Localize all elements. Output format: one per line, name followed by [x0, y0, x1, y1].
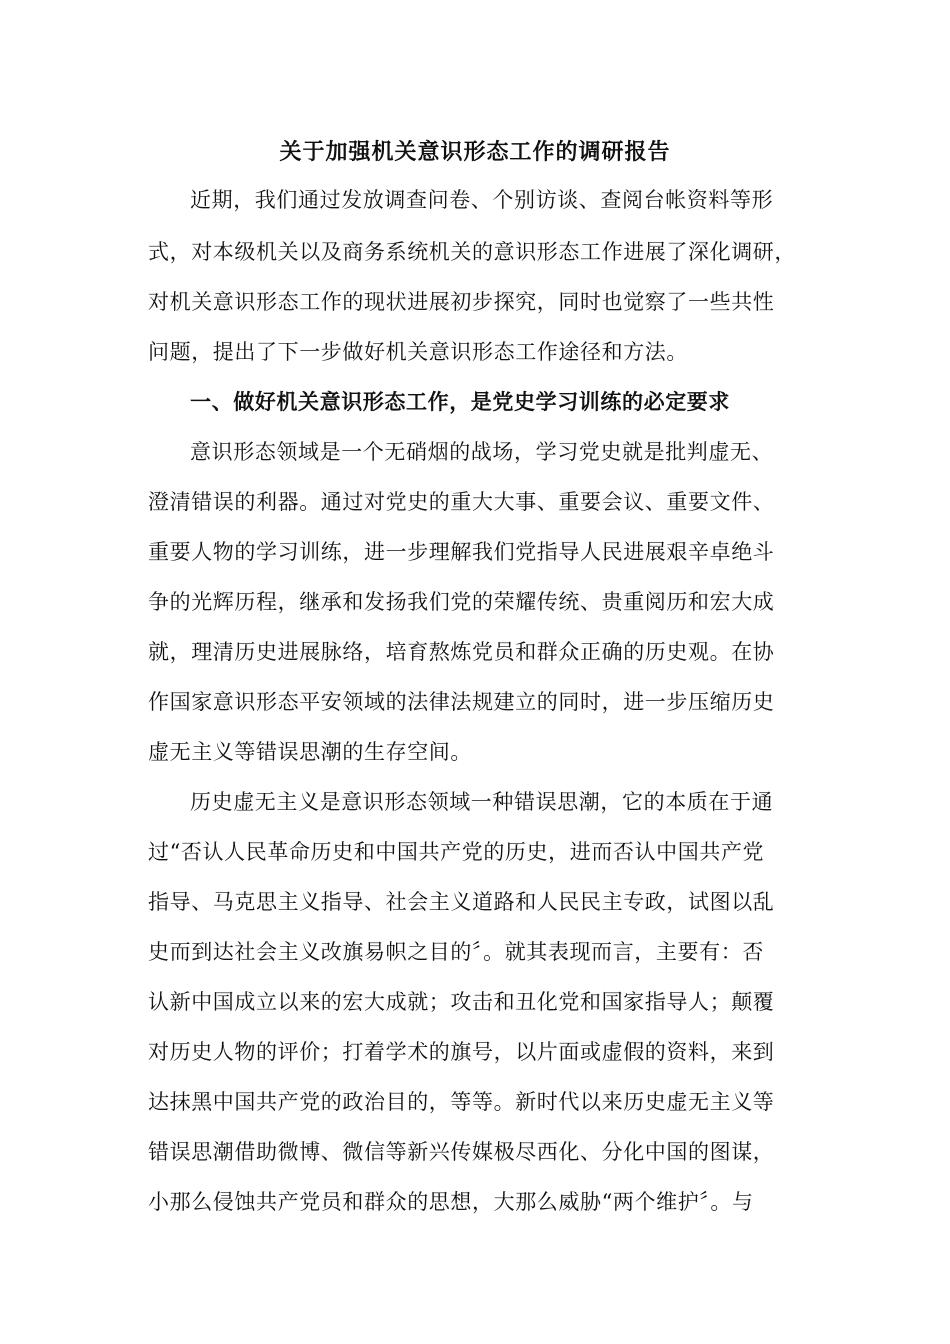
para3-line-7: 达抹黑中国共产党的政治目的，等等。新时代以来历史虚无主义等: [148, 1090, 775, 1114]
para3-line-6: 对历史人物的评价；打着学术的旗号，以片面或虚假的资料，来到: [148, 1040, 775, 1064]
para2-line-4: 争的光辉历程，继承和发扬我们党的荣耀传统、贵重阅历和宏大成: [148, 590, 775, 614]
para3-line-9: 小那么侵蚀共产党员和群众的思想，大那么威胁“两个维护〞。与: [148, 1190, 754, 1214]
document-title: 关于加强机关意识形态工作的调研报告: [279, 139, 671, 165]
section-1-heading: 一、做好机关意识形态工作，是党史学习训练的必定要求: [190, 389, 730, 414]
para2-line-2: 澄清错误的利器。通过对党史的重大大事、重要会议、重要文件、: [148, 490, 775, 514]
para2-line-3: 重要人物的学习训练，进一步理解我们党指导人民进展艰辛卓绝斗: [148, 540, 775, 564]
intro-line-3: 对机关意识形态工作的现状进展初步探究，同时也觉察了一些共性: [148, 290, 775, 314]
para3-line-8: 错误思潮借助微博、微信等新兴传媒极尽西化、分化中国的图谋，: [148, 1140, 775, 1164]
para3-line-3: 指导、马克思主义指导、社会主义道路和人民民主专政，试图以乱: [148, 890, 775, 914]
para3-line-2: 过“否认人民革命历史和中国共产党的历史，进而否认中国共产党: [148, 840, 765, 864]
intro-line-4: 问题，提出了下一步做好机关意识形态工作途径和方法。: [148, 340, 688, 364]
para3-line-1: 历史虚无主义是意识形态领域一种错误思潮，它的本质在于通: [190, 790, 774, 814]
para2-line-5: 就，理清历史进展脉络，培育熬炼党员和群众正确的历史观。在协: [148, 640, 775, 664]
para2-line-1: 意识形态领域是一个无硝烟的战场，学习党史就是批判虚无、: [190, 440, 774, 464]
para2-line-7: 虚无主义等错误思潮的生存空间。: [148, 740, 472, 764]
para3-line-4: 史而到达社会主义改旗易帜之目的〞。就其表现而言，主要有：否: [148, 940, 764, 964]
para3-line-5: 认新中国成立以来的宏大成就；攻击和丑化党和国家指导人；颠覆: [148, 990, 775, 1014]
intro-line-2: 式，对本级机关以及商务系统机关的意识形态工作进展了深化调研，: [148, 240, 796, 264]
para2-line-6: 作国家意识形态平安领域的法律法规建立的同时，进一步压缩历史: [148, 690, 775, 714]
intro-line-1: 近期，我们通过发放调查问卷、个别访谈、查阅台帐资料等形: [190, 188, 774, 212]
